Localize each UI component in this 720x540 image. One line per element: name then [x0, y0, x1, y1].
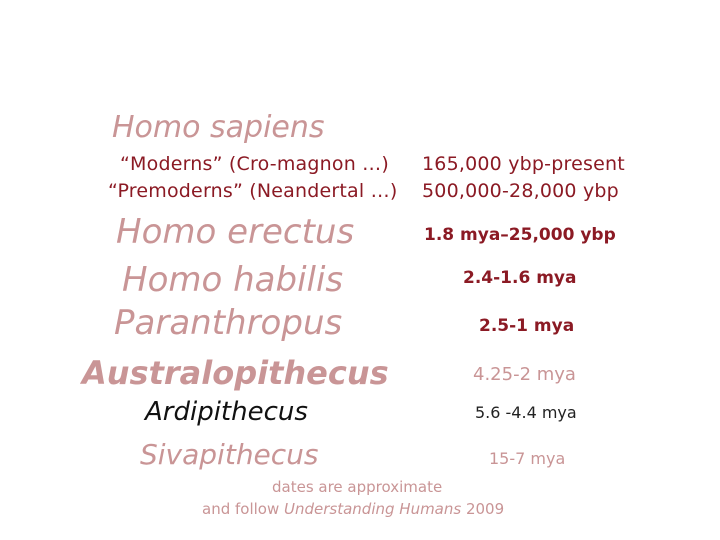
taxon-australopithecus: Australopithecus [82, 354, 389, 392]
date-premoderns: 500,000-28,000 ybp [422, 180, 619, 202]
note-line-2-suffix: 2009 [461, 500, 505, 518]
date-paranthropus: 2.5-1 mya [479, 316, 575, 336]
note-book-title: Understanding Humans [284, 500, 462, 518]
date-moderns: 165,000 ybp-present [422, 153, 625, 175]
date-sivapithecus: 15-7 mya [489, 449, 566, 468]
label-premoderns: “Premoderns” (Neandertal …) [108, 180, 398, 202]
taxon-homo-sapiens: Homo sapiens [112, 110, 325, 145]
taxon-homo-erectus: Homo erectus [116, 212, 355, 252]
taxon-homo-habilis: Homo habilis [122, 260, 344, 300]
date-homo-erectus: 1.8 mya–25,000 ybp [424, 225, 616, 245]
date-australopithecus: 4.25-2 mya [473, 364, 576, 385]
note-line-1: dates are approximate [272, 478, 443, 496]
note-line-2 [202, 500, 504, 518]
label-moderns: “Moderns” (Cro-magnon …) [120, 153, 389, 175]
taxon-ardipithecus: Ardipithecus [145, 397, 308, 427]
date-ardipithecus: 5.6 -4.4 mya [475, 403, 577, 422]
taxon-sivapithecus: Sivapithecus [140, 438, 319, 471]
note-line-2-prefix: and follow [202, 500, 284, 518]
date-homo-habilis: 2.4-1.6 mya [463, 268, 577, 288]
taxon-paranthropus: Paranthropus [114, 303, 343, 343]
